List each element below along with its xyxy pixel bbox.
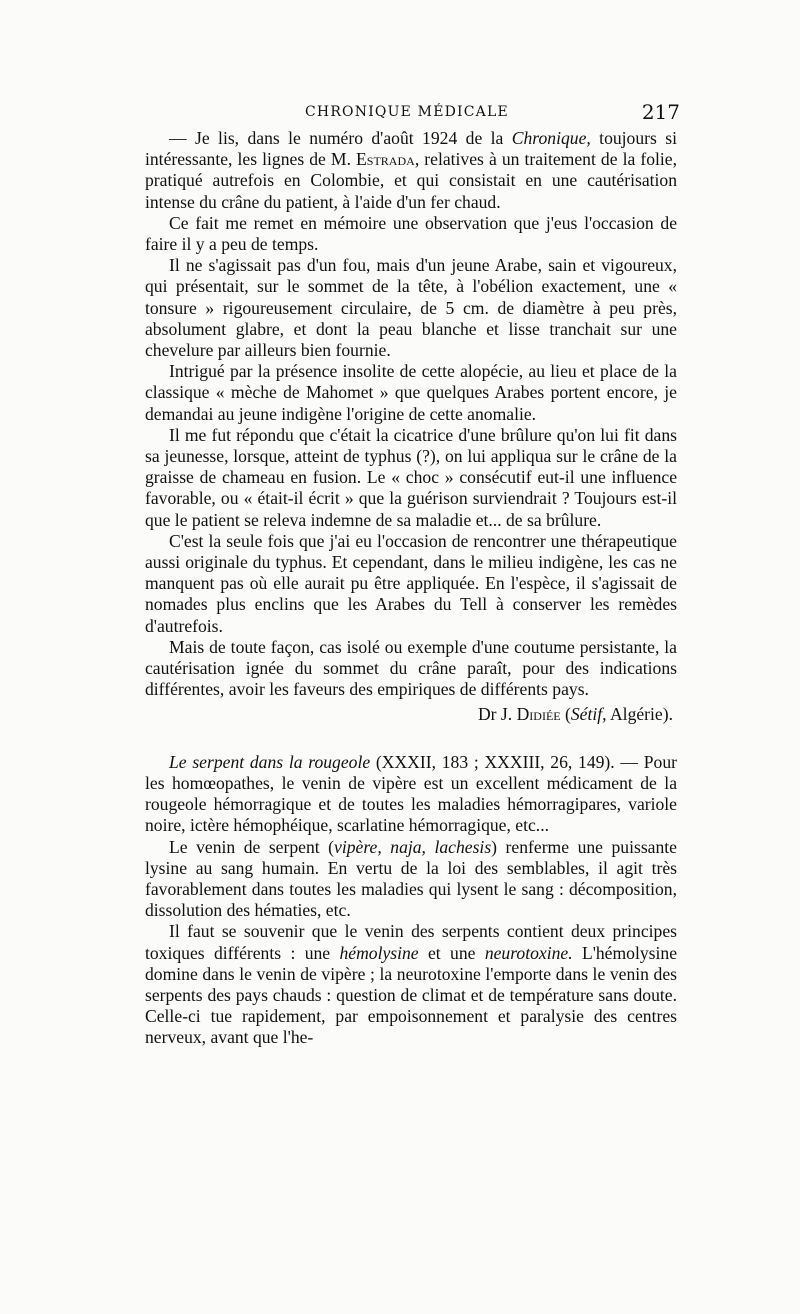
running-title: CHRONIQUE MÉDICALE xyxy=(305,104,509,120)
italic-run: neurotoxine. xyxy=(484,942,573,963)
author-name: Estrada xyxy=(356,149,415,170)
section-gap xyxy=(145,726,677,752)
body-text xyxy=(145,128,677,1049)
text-run: (XXXII, 183 ; XXXIII, 26, 149). — Pour les homœopathes, le venin de vipère est un excellent médicament de la rougeole hémorragique et de toutes les maladies hémorragipares, variole noire, ictère hémophéique, scarlatine hémorragique, etc... xyxy=(145,751,677,836)
italic-run: vipère, naja, lachesis xyxy=(334,836,492,857)
paragraph-4: Intrigué par la présence insolite de cette alopécie, au lieu et place de la classique « mèche de Mahomet » que quelques Arabes portent encore, je demandai au jeune indigène l'origine de cette anomalie. xyxy=(145,361,677,424)
paragraph-8 xyxy=(145,752,677,837)
text-run: — Je lis, dans le numéro d'août 1924 de la xyxy=(169,128,512,148)
text-run: et une xyxy=(418,942,485,963)
page-number: 217 xyxy=(641,100,680,124)
text-run: L'hémolysine domine dans le venin de vipère ; la neurotoxine l'emporte dans le venin des serpents des pays chauds : question de climat et de température sans doute. Celle-ci tue rapidement, par empoisonnement et paralysie des centres nerveux, avant que l'he- xyxy=(145,942,678,1048)
text-run: ) renferme une puissante lysine au sang humain. En vertu de la loi des semblables, il agit très favorablement dans toutes les maladies qui lysent le sang : décomposition, dissolution des hématies, etc. xyxy=(145,836,677,921)
paragraph-5: Il me fut répondu que c'était la cicatrice d'une brûlure qu'on lui fit dans sa jeunesse, lorsque, atteint de typhus (?), on lui appliqua sur le crâne de la graisse de chameau en fusion. Le « choc » consécutif eut-il une influence favorable, ou « était-il écrit » que la guérison surviendrait ? Toujours est-il que le patient se releva indemne de sa maladie et... de sa brûlure. xyxy=(145,424,677,530)
text-run: Le venin de serpent ( xyxy=(169,836,335,857)
paragraph-7: Mais de toute façon, cas isolé ou exemple d'une coutume persistante, la cautérisation ignée du sommet du crâne paraît, pour des indications différentes, avoir les faveurs des empiriques de différents pays. xyxy=(145,636,677,700)
page-header xyxy=(145,100,680,128)
paragraph-10 xyxy=(145,921,677,1048)
text-run: Algérie). xyxy=(606,704,673,725)
text-run: ( xyxy=(560,704,571,725)
text-run: , relatives à un traitement de la folie, pratiqué autrefois en Colombie, et qui consistait en une cautérisation intense du crâne du patient, à l'aide d'un fer chaud. xyxy=(145,149,677,212)
paragraph-9 xyxy=(145,837,677,922)
paragraph-1 xyxy=(145,128,677,213)
signature xyxy=(145,704,677,725)
paragraph-6: C'est la seule fois que j'ai eu l'occasion de rencontrer une thérapeutique aussi originale du typhus. Et cependant, dans le milieu indigène, les cas ne manquent pas où elle aurait pu être appliquée. En l'espèce, il s'agissait de nomades plus enclins que les Arabes du Tell à conserver les remèdes d'autrefois. xyxy=(145,530,677,636)
paragraph-2: Ce fait me remet en mémoire une observation que j'eus l'occasion de faire il y a peu de temps. xyxy=(145,212,677,255)
signature-name: Didiée xyxy=(516,704,561,725)
signature-title: Dr J. xyxy=(477,704,517,725)
journal-title: Chronique, xyxy=(511,128,591,148)
text-run: toujours si intéressante, les lignes de M. xyxy=(145,128,677,170)
paragraph-3: Il ne s'agissait pas d'un fou, mais d'un jeune Arabe, sain et vigoureux, qui présentait, sur le sommet de la tête, à l'obélion exactement, une « tonsure » rigoureusement circulaire, de 5 cm. de diamètre à peu près, absolument glabre, et dont la peau blanche et lisse tranchait sur une chevelure par ailleurs bien fournie. xyxy=(145,255,677,361)
section-title: Le serpent dans la rougeole xyxy=(169,751,371,772)
signature-place: Sétif, xyxy=(570,704,607,725)
text-run: Il faut se souvenir que le venin des serpents contient deux principes toxiques différents : une xyxy=(145,921,677,963)
italic-run: hémolysine xyxy=(339,942,419,963)
